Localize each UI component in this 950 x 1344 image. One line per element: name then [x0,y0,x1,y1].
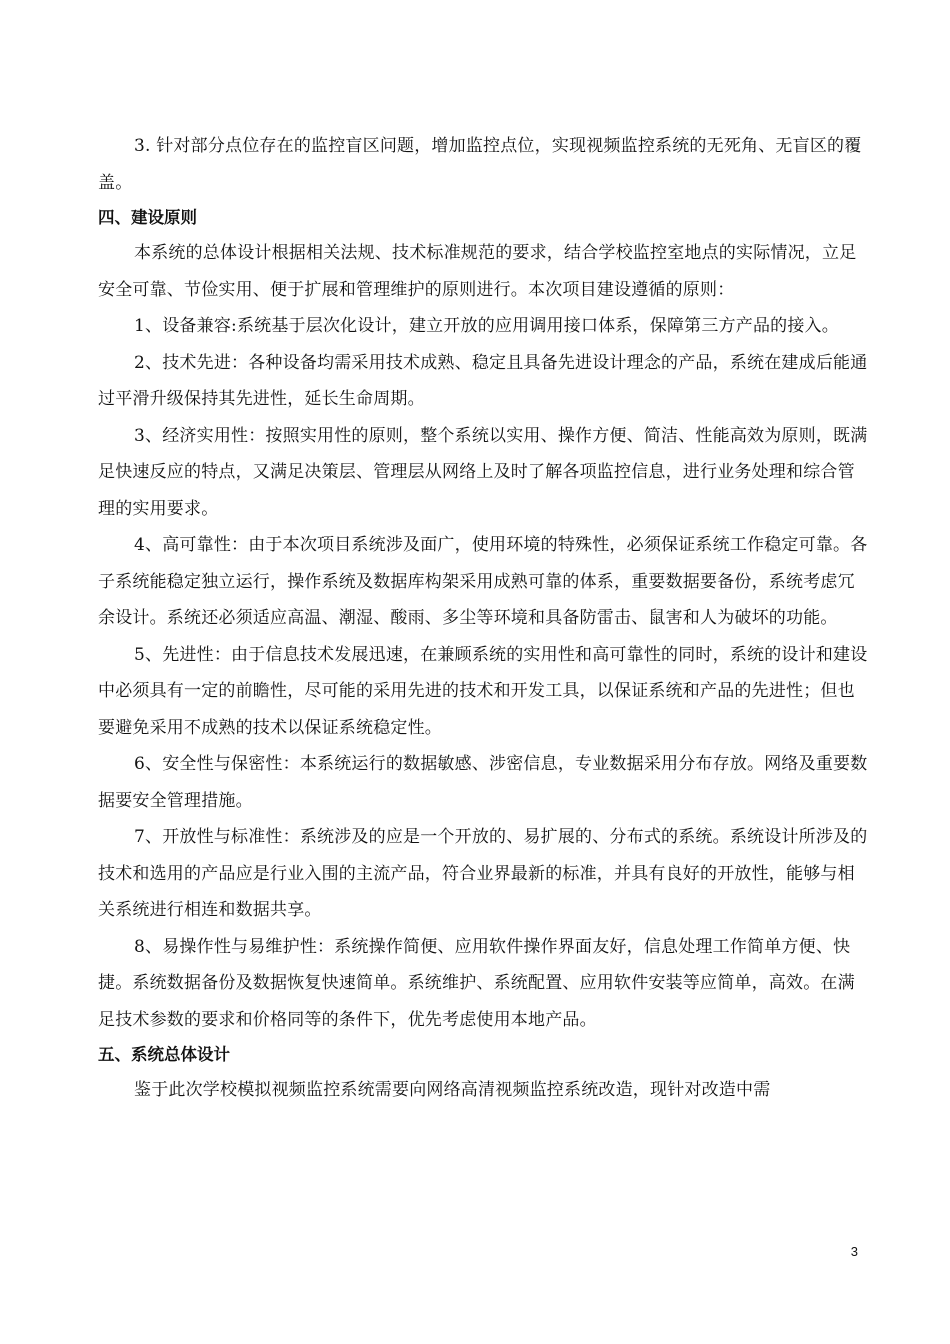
paragraph-principle-reliability: 4、高可靠性：由于本次项目系统涉及面广，使用环境的特殊性，必须保证系统工作稳定可靠。各子系统能稳定独立运行，操作系统及数据库构架采用成熟可靠的体系，重要数据要备份，系统考虑冗余设计。系统还必须适应高温、潮湿、酸雨、多尘等环境和具备防雷击、鼠害和人为破坏的功能。 [98,535,868,628]
paragraph-principle-advanced-tech: 2、技术先进：各种设备均需采用技术成熟、稳定且具备先进设计理念的产品，系统在建成后能通过平滑升级保持其先进性，延长生命周期。 [98,352,868,409]
section-heading-overall-design: 五、系统总体设计 [98,1045,230,1064]
paragraph-principle-security: 6、安全性与保密性：本系统运行的数据敏感、涉密信息，专业数据采用分布存放。网络及重要数据要安全管理措施。 [98,754,868,811]
paragraph-principle-forward-looking: 5、先进性：由于信息技术发展迅速，在兼顾系统的实用性和高可靠性的同时，系统的设计和建设中必须具有一定的前瞻性，尽可能的采用先进的技术和开发工具，以保证系统和产品的先进性；但也要避免采用不成熟的技术以保证系统稳定性。 [98,644,868,738]
paragraph-principles-intro: 本系统的总体设计根据相关法规、技术标准规范的要求，结合学校监控室地点的实际情况，立足安全可靠、节俭实用、便于扩展和管理维护的原则进行。本次项目建设遵循的原则： [98,243,857,300]
section-heading-principles: 四、建设原则 [98,208,197,227]
paragraph-principle-compatibility: 1、设备兼容:系统基于层次化设计，建立开放的应用调用接口体系，保障第三方产品的接入。 [134,316,839,336]
paragraph-principle-openness: 7、开放性与标准性：系统涉及的应是一个开放的、易扩展的、分布式的系统。系统设计所涉及的技术和选用的产品应是行业入围的主流产品，符合业界最新的标准，并具有良好的开放性，能够与相关系统进行相连和数据共享。 [98,827,868,920]
page-number: 3 [850,1244,858,1259]
paragraph-overall-design-intro: 鉴于此次学校模拟视频监控系统需要向网络高清视频监控系统改造，现针对改造中需 [134,1080,771,1100]
document-body [98,128,868,1109]
paragraph-coverage: 3. 针对部分点位存在的监控盲区问题，增加监控点位，实现视频监控系统的无死角、无盲区的覆盖。 [98,136,862,193]
paragraph-principle-economy: 3、经济实用性：按照实用性的原则，整个系统以实用、操作方便、简洁、性能高效为原则，既满足快速反应的特点，又满足决策层、管理层从网络上及时了解各项监控信息，进行业务处理和综合管理的实用要求。 [98,425,868,519]
paragraph-principle-maintainability: 8、易操作性与易维护性：系统操作简便、应用软件操作界面友好，信息处理工作简单方便、快捷。系统数据备份及数据恢复快速简单。系统维护、系统配置、应用软件安装等应简单，高效。在满足技术参数的要求和价格同等的条件下，优先考虑使用本地产品。 [98,936,855,1030]
